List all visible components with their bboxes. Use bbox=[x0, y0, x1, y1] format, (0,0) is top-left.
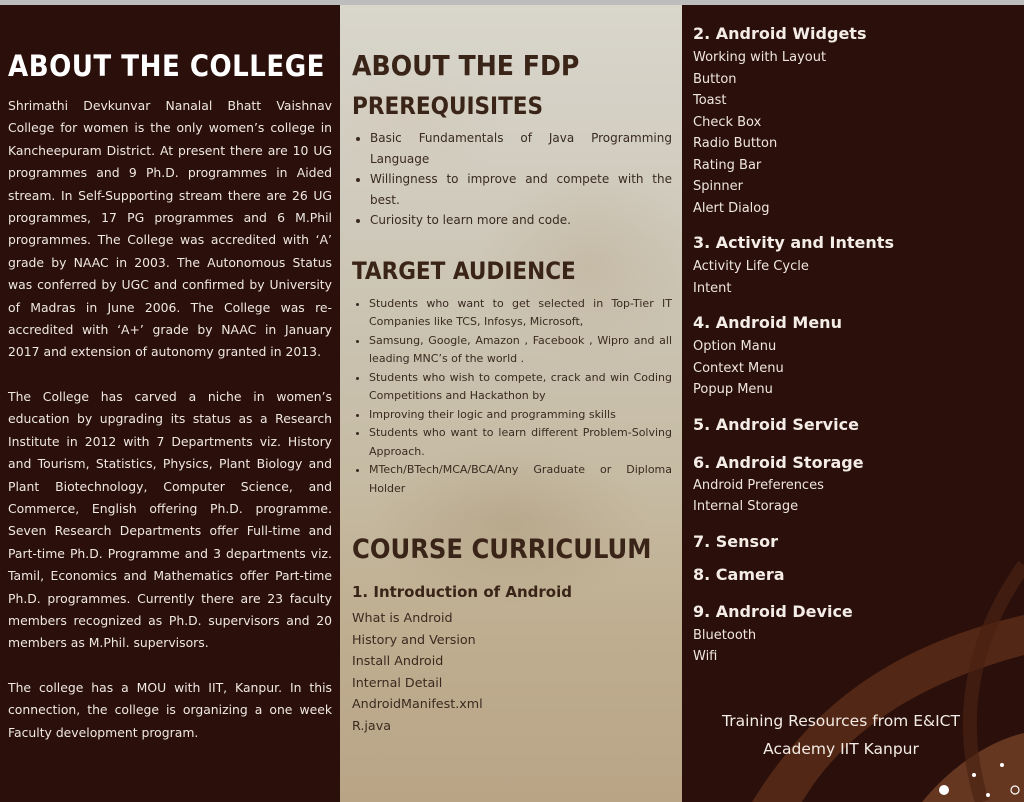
footer-credit bbox=[682, 707, 1000, 763]
module-item: Popup Menu bbox=[693, 382, 773, 397]
list-item: • Basic Fundamentals of Java Programming Language bbox=[370, 128, 672, 169]
module-item: Working with Layout bbox=[693, 50, 827, 65]
list-item: • Students who want to get selected in Top-Tier IT Companies like TCS, Infosys, Microsoft, bbox=[369, 295, 672, 332]
curriculum-panel bbox=[682, 5, 1024, 802]
sparkle-dot bbox=[986, 793, 990, 797]
module-1-item: AndroidManifest.xml bbox=[352, 696, 483, 711]
list-item: • Curiosity to learn more and code. bbox=[370, 210, 672, 231]
sparkle-dot bbox=[972, 773, 976, 777]
module-item: Spinner bbox=[693, 179, 743, 194]
target-audience-title: TARGET AUDIENCE bbox=[352, 256, 576, 285]
module-item: Activity Life Cycle bbox=[693, 259, 809, 274]
module-item: Check Box bbox=[693, 114, 762, 130]
module-item: Wifi bbox=[693, 649, 718, 664]
module-item: Button bbox=[693, 71, 737, 87]
prerequisites-list bbox=[352, 128, 672, 231]
list-item: • MTech/BTech/MCA/BCA/Any Graduate or Diploma Holder bbox=[369, 461, 672, 498]
college-paragraph-2: The College has carved a niche in women’s education by upgrading its status as a Research Institute in 2012 with 7 Departments viz. History and Tourism, Statistics, Physics, Plant Biology and Plant Biotechnology, Computer Science, and Commerce, English offering Ph.D. programme. Seven Research Departments offer Full-time and Part-time Ph.D. Programme and 3 departments viz. Tamil, Economics and Mathematics offer Part-time Ph.D. programmes. Currently there are 23 faculty members recognized as Ph.D. supervisors and 20 members as M.Phil. supervisors. bbox=[8, 388, 332, 651]
curriculum-content bbox=[693, 5, 1016, 668]
list-item: • Improving their logic and programming skills bbox=[369, 406, 672, 425]
module-1-item: R.java bbox=[352, 717, 391, 733]
module-8-title: 8. Camera bbox=[693, 564, 785, 584]
prerequisites-title: PREREQUISITES bbox=[352, 92, 544, 120]
module-2-title: 2. Android Widgets bbox=[693, 24, 867, 43]
module-1-item: What is Android bbox=[352, 610, 453, 625]
module-item: Bluetooth bbox=[693, 627, 757, 643]
module-item: Internal Storage bbox=[693, 499, 799, 514]
list-item: • Samsung, Google, Amazon , Facebook , Wipro and all leading MNC’s of the world . bbox=[369, 332, 672, 369]
sparkle-dot bbox=[939, 785, 949, 795]
module-item: Android Preferences bbox=[693, 477, 824, 493]
module-6-title: 6. Android Storage bbox=[693, 452, 864, 472]
module-item: Context Menu bbox=[693, 360, 784, 376]
module-9-title: 9. Android Device bbox=[693, 601, 853, 621]
list-item: • Students who want to learn different Problem-Solving Approach. bbox=[369, 424, 672, 461]
footer-line-1: Training Resources from E&ICT bbox=[722, 712, 960, 730]
module-item: Alert Dialog bbox=[693, 200, 770, 216]
module-item: Option Manu bbox=[693, 339, 777, 354]
college-paragraph-1: Shrimathi Devkunvar Nanalal Bhatt Vaishnav College for women is the only women’s college in Kancheepuram District. At present there are 10 UG programmes and 9 Ph.D. programmes in Aided stream. In Self-Supporting stream there are 26 UG programmes, 17 PG programmes and 6 M.Phil programmes. The College was accredited with ‘A’ grade by NAAC in 2003. The Autonomous Status was conferred by UGC and confirmed by University of Madras in June 2006. The College was re-accredited with ‘A+’ grade by NAAC in January 2017 and extension of autonomy granted in 2013. bbox=[8, 98, 332, 360]
module-1-item: History and Version bbox=[352, 631, 476, 647]
footer-line-2: Academy IIT Kanpur bbox=[763, 740, 919, 758]
module-item: Intent bbox=[693, 280, 732, 296]
college-paragraph-3: The college has a MOU with IIT, Kanpur. In this connection, the college is organizing a one week Faculty development program. bbox=[8, 679, 332, 740]
module-1-item: Internal Detail bbox=[352, 674, 443, 690]
about-fdp-panel bbox=[340, 5, 682, 802]
target-audience-list bbox=[352, 295, 672, 499]
module-7-title: 7. Sensor bbox=[693, 531, 778, 551]
about-college-title: ABOUT THE COLLEGE bbox=[8, 49, 325, 83]
about-college-panel bbox=[0, 5, 340, 802]
module-item: Radio Button bbox=[693, 136, 778, 151]
module-4-title: 4. Android Menu bbox=[693, 313, 842, 332]
course-curriculum-title: COURSE CURRICULUM bbox=[352, 534, 652, 565]
module-1-item: Install Android bbox=[352, 653, 444, 668]
about-fdp-title: ABOUT THE FDP bbox=[352, 49, 580, 82]
module-item: Rating Bar bbox=[693, 157, 762, 173]
sparkle-dot bbox=[1000, 763, 1004, 767]
list-item: • Students who wish to compete, crack and win Coding Competitions and Hackathon by bbox=[369, 369, 672, 406]
module-1-title: 1. Introduction of Android bbox=[352, 583, 572, 601]
module-2-items bbox=[693, 47, 1016, 219]
module-item: Toast bbox=[693, 93, 727, 108]
module-5-title: 5. Android Service bbox=[693, 414, 859, 434]
module-3-title: 3. Activity and Intents bbox=[693, 233, 894, 252]
list-item: • Willingness to improve and compete with the best. bbox=[370, 169, 672, 210]
